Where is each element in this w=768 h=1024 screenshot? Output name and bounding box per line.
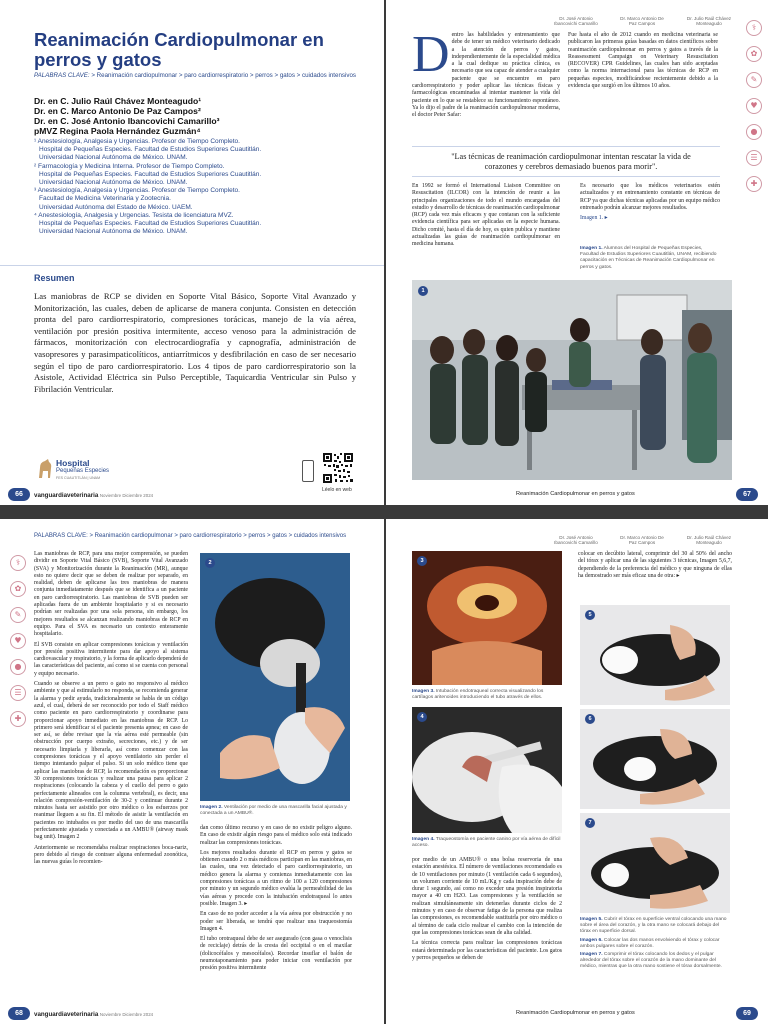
quote-divider-top <box>412 146 720 147</box>
compression-photo-5 <box>580 605 730 705</box>
tracheostomy-image <box>412 707 562 833</box>
image-badge: 5 <box>585 610 595 620</box>
page-69 <box>386 519 768 1024</box>
page-number: 67 <box>736 488 758 501</box>
heart-icon: ♥ <box>746 98 762 114</box>
clipboard-icon: ☰ <box>746 150 762 166</box>
pull-quote: "Las técnicas de reanimación cardiopulmonar intentan rescatar la vida de corazones y cerebros demasiado buenos para morir". <box>451 152 691 171</box>
image-badge: 3 <box>417 556 427 566</box>
captions-567 <box>580 917 730 971</box>
guidelines-paragraph: Fue hasta el año de 2012 cuando en medicina veterinaria se publicaron las primeras guías basadas en datos científicos sobre reanimación cardiopulmonar en perros y gatos a través de la Reassessment Campaign on Veterinary Resuscitation (RECOVER) CPR Guidelines, las cuales han sido aceptadas como la norma internacional para las técnicas de RCP en pequeñas especies, modificándose recientemente debido a la evidencia que surgió en los últimos 10 años. <box>568 32 718 90</box>
stethoscope-icon: ⚕ <box>10 555 26 571</box>
sidebar-icons <box>6 555 30 737</box>
quote-divider-bottom <box>412 176 720 177</box>
syringe-icon: ✎ <box>10 607 26 623</box>
authors <box>34 96 364 136</box>
caption-text: Colocar las dos manos envolviendo el tórax y colocar ambos pulgares sobre el corazón. <box>580 937 720 949</box>
sidebar-icons <box>742 20 766 202</box>
intro-paragraph: entro las habilidades y entrenamiento que debe de tener un médico veterinario dedicado a la atención de perros y gatos, independientemente de la especialidad médica a la cual dedique su práctica clínica, es necesario que sea capaz de atender a cualquier paciente que se encuentre en paro cardiorrespiratorio y poder aplicar las técnicas físicas y farmacológicas encaminadas al intentar mantener la vida del paciente en lo que se restablece su funcionamiento espontáneo. Ya lo dijo el padre de la reanimación cardiopulmonar moderna, el doctor Peter Safar: <box>412 32 560 119</box>
header-author: Dr. Marco Antonio De Paz Campos <box>620 535 664 546</box>
image-1-link[interactable]: Imagen 1. ▸ <box>580 215 608 222</box>
author-4: pMVZ Regina Paola Hernández Guzmán⁴ <box>34 126 201 136</box>
paw-icon: ✿ <box>10 581 26 597</box>
caption-label: Imagen 7. <box>580 952 603 958</box>
paragraph: Cuando se observe a un perro o gato no responsivo al médico ambiente y que al estimularlo no responda, se recomienda generar la alarma y pedir ayuda, tradicionalmente se habla de un código azul, el cual, deberá de ser reconocido por todo el Staff médico como paciente en paro cardiorrespiratorio y coordinarse para proporcionar apoyo inmediato en las maniobras de RCP. Lo primero será identificar si el paciente presenta apnea; en caso de ser así, se debe revisar que la vía aérea esté permeable (sin obstrucción por cuerpo extraño, secreciones, etc.) y de ser necesario limpiarla y liberarla, así como comenzar con las compresiones torácicas y el apoyo ventilatorio sin perder el tiempo intentando palpar el pulso. Si un solo médico tiene que aplicar las maniobras de RCP, la recomendación es proporcionar 30 compresiones torácicas y realizar una pausa para aplicar 2 respiraciones (colocando la cabeza y el cuello del perro o gato perfectamente alineados con la columna vertebral), es decir, una relación compresión-ventilación de 30-2 y continuar durante 2 minutos hasta ser asistido por otro médico o los esfuerzos por reanimar lleguen a su fin. El método de asistir la ventilación en pacientes no intubados es por medio del uso de una mascarilla perfectamente ajustada y conectada a un AMBU® (airway mask bag unit). Imagen 2 <box>34 681 188 841</box>
author-3: Dr. en C. José Antonio Ibancovichi Camarillo³ <box>34 116 220 126</box>
affiliation-line: ⁴ Anestesiología, Analgesia y Urgencias. Tesista de licenciatura MVZ. <box>34 211 234 219</box>
caption-label: Imagen 6. <box>580 937 603 943</box>
paw-icon: ✿ <box>746 46 762 62</box>
hospital-logo <box>36 456 116 484</box>
caption-text: Cubrir el tórax en superficie ventral colocando una mano sobre el área del corazón, y la otra mano se colocará debajo del tórax en superficie dorsal. <box>580 917 727 935</box>
hospital-sub: Pequeñas Especies <box>56 468 110 474</box>
page-number: 69 <box>736 1007 758 1020</box>
author-2: Dr. en C. Marco Antonio De Paz Campos² <box>34 106 201 116</box>
image-badge: 7 <box>585 818 595 828</box>
page-67 <box>386 0 768 505</box>
dog-silhouette-icon <box>36 458 54 480</box>
stethoscope-icon: ⚕ <box>746 20 762 36</box>
compression-photo-6 <box>580 709 730 809</box>
qr-label: Léelo en web <box>322 487 352 493</box>
intubation-photo <box>412 551 562 685</box>
caption-label: Imagen 3. <box>412 689 435 694</box>
caption-label: Imagen 2. <box>200 805 223 810</box>
affiliation-line: Universidad Nacional Autónoma de México. UNAM. <box>39 154 188 162</box>
tracheostomy-photo <box>412 707 562 833</box>
compression-image-7 <box>580 813 730 913</box>
affiliation-line: ¹ Anestesiología, Analgesia y Urgencias. Profesor de Tiempo Completo. <box>34 138 240 145</box>
paragraph: En caso de no poder acceder a la vía aérea por obstrucción y no poder ser liberada, se tendrá que realizar una traqueostomía Imagen 4. <box>200 911 352 932</box>
paragraph: dan como último recurso y en caso de no existir peligro alguno. En caso de existir algún riesgo para el médico solo está indicado realizar las compresiones torácicas. <box>200 825 352 846</box>
paragraph: El SVB consiste en aplicar compresiones torácicas y ventilación por presión positiva intermitente para dar apoyo al sistema cardiovascular y respiratorio, y la forma de aplicarlo dependerá de las características del paciente, así como si se cuenta con personal y equipo necesario. <box>34 641 188 677</box>
col2-text <box>200 825 352 976</box>
compression-photo-7 <box>580 813 730 913</box>
caption-2 <box>200 805 350 817</box>
keywords-label: PALABRAS CLAVE: <box>34 72 90 79</box>
page-number: 66 <box>8 488 30 501</box>
intubation-image <box>412 551 562 685</box>
caption-label: Imagen 1. <box>580 246 603 251</box>
medical-kit-icon: ✚ <box>10 711 26 727</box>
affiliation-line: Universidad Nacional Autónoma de México. UNAM. <box>39 179 188 187</box>
divider <box>0 265 384 266</box>
col1-text <box>34 551 188 869</box>
hospital-sub2: FES CUAUTITLÁN | UNAM <box>56 476 101 480</box>
caption-label: Imagen 4. <box>412 837 435 842</box>
image-badge: 4 <box>417 712 427 722</box>
caption-3 <box>412 689 562 701</box>
author-1: Dr. en C. Julio Raúl Chávez Monteagudo¹ <box>34 96 202 106</box>
qr-code[interactable] <box>322 452 354 484</box>
keywords <box>34 72 356 79</box>
header-author: Dr. Julio Raúl Chávez Monteagudo <box>686 535 732 546</box>
training-photo <box>412 280 732 480</box>
caption-4 <box>412 837 562 849</box>
affiliations <box>34 138 364 236</box>
caption-text: Ventilación por medio de una mascarilla facial ajustada y conectada a un AMBU®. <box>200 805 347 817</box>
training-scene-image <box>412 280 732 480</box>
affiliation-line: Hospital de Pequeñas Especies. Facultad de Estudios Superiores Cuautitlán. <box>39 170 262 178</box>
training-paragraph: Es necesario que los médicos veterinarios estén actualizados y en entrenamiento constante en técnicas de RCP ya que dichas técnicas aplicadas por un equipo médico entrenado podrán alcanzar mejores resultados. <box>580 183 720 211</box>
affiliation-line: Universidad Autónoma del Estado de México. UAEM. <box>39 203 193 211</box>
footer-title: Reanimación Cardiopulmonar en perros y gatos <box>516 1010 635 1016</box>
caption-text: Alumnos del Hospital de Pequeñas Especies, Facultad de Estudios Superiores Cuautitlán, UNAM, recibiendo capacitación en Técnicas de Reanimación Cardiopulmonar en perros y gatos. <box>580 246 717 270</box>
paragraph: colocar en decúbito lateral, comprimir del 30 al 50% del ancho del tórax y aplicar una de las siguientes 3 técnicas, Imagen 5,6,7, dependiendo de la preferencia del médico y que ninguna de ellas ha demostrado ser más eficaz una de otra: ▸ <box>578 551 732 579</box>
drop-cap: D <box>412 26 450 83</box>
header-author: Dr. José Antonio Ibancovichi Camarillo <box>554 16 598 27</box>
keywords-list: > Reanimación cardiopulmonar > paro cardiorrespiratorio > perros > gatos > cuidados intensivos <box>91 72 357 79</box>
page-68 <box>0 519 384 1024</box>
affiliation-line: Universidad Nacional Autónoma de México. UNAM. <box>39 228 188 236</box>
phone-icon <box>302 460 314 482</box>
affiliation-line: Facultad de Medicina Veterinaria y Zootecnia. <box>39 195 171 203</box>
article-title: Reanimación Cardiopulmonar en perros y gatos <box>34 29 324 70</box>
caption-text: Traqueostomía en paciente canino por vía aérea de difícil acceso. <box>412 837 561 849</box>
qr-code-icon <box>322 452 354 484</box>
paragraph: por medio de un AMBU® o una bolsa reservoria de una estación anestésica. El número de ventilaciones recomendado es de 10 ventilaciones por minuto (1 ventilación cada 6 segundos), un volumen corriente de 10 mL/Kg y cada inspiración debe de durar 1 segundo, así como no exceder una presión inspiratoria mayor a 40 cm H2O. Las compresiones y la ventilación se realizan simultáneamente sin detenerlas durante ciclos de 2 minutos y en caso de observar fatiga de la persona que realiza las compresiones, es recomendable sustituirla por otro médico o al término de cada ciclo realizar el cambio con la intención de que las compresiones torácicas sean de alta calidad. <box>412 857 562 936</box>
compression-image-5 <box>580 605 730 705</box>
ilcor-paragraph: En 1992 se formó el International Liaison Committee on Resuscitation (ILCOR) con la intención de reunir a las principales organizaciones de todo el mundo encargadas del estudio y desarrollo de técnicas de reanimación cardiopulmonar (RCP) cada vez más eficaces y que contaran con la suficiente evidencia científica para ser aplicadas en la especie humana. Dicho comité, hasta el día de hoy, es quien publica y mantiene actualizadas las guías de reanimación cardiopulmonar en medicina humana. <box>412 183 560 248</box>
magazine-name: vanguardiaveterinaria <box>34 1011 99 1018</box>
compression-image-6 <box>580 709 730 809</box>
paragraph: Los mejores resultados durante el RCP en perros y gatos se obtienen cuando 2 o más médicos participan en las maniobras, en las cuales, una vez detectado el paro cardiorrespiratorio, un médico genera la alarma y comienza inmediatamente con las compresiones torácicas a un ritmo de 100 a 120 compresiones por minuto y un segundo médico evalúa la permeabilidad de las vías aéreas y procede con la intubación endotraqueal lo antes posible. Imagen 3. ▸ <box>200 849 352 907</box>
image-badge: 2 <box>205 558 215 568</box>
header-author: Dr. Julio Raúl Chávez Monteagudo <box>686 16 732 27</box>
magazine-name: vanguardiaveterinaria <box>34 492 99 499</box>
issue-label: Noviembre Diciembre 2024 <box>99 493 154 498</box>
clipboard-icon: ☰ <box>10 685 26 701</box>
resumen-text: Las maniobras de RCP se dividen en Soporte Vital Básico, Soporte Vital Avanzado y Monitorización, las cuales, deben de aplicarse de manera conjunta. Consisten en detección pronta del paro cardiorrespiratorio, compresiones torácicas, manejo de la vía aérea, ventilación por presión positiva intermitente, acceso venoso para la administración de fármacos, monitorización con electrocardiografía y capnografía, administración de vasopresores y parasimpaticolíticos, antiarrítmicos y desfibrilación en caso de ser necesario según el tipo de paro cardiorrespiratorio. Los 4 tipos de paro cardiorrespiratorio son la Asistole, Actividad Eléctrica sin Pulso Perceptible, Taquicardia Ventricular sin Pulso y Fibrilación Ventricular. <box>34 291 356 394</box>
col2-intro <box>568 32 718 93</box>
affiliation-line: ² Farmacología y Medicina Interna. Profesor de Tiempo Completo. <box>34 162 225 170</box>
issue-label: Noviembre Diciembre 2024 <box>99 1012 154 1017</box>
caption-text: Comprimir el tórax colocando los dedos y el pulgar alrededor del tórax sobre el corazón de la mano dominante del médico, mientras que la otra mano sostiene el tórax dorsalmente. <box>580 952 722 970</box>
header-author: Dr. José Antonio Ibancovichi Camarillo <box>554 535 598 546</box>
footer-magazine <box>34 492 153 499</box>
col2-training <box>580 183 720 222</box>
affiliation-line: Hospital de Pequeñas Especies. Facultad de Estudios Superiores Cuautitlán. <box>39 146 262 154</box>
paragraph: La técnica correcta para realizar las compresiones torácicas estará determinada por las características del paciente. Los gatos y perros pequeños se deben de <box>412 940 562 961</box>
caption-1 <box>580 246 722 271</box>
paragraph: Las maniobras de RCP, para una mejor comprensión, se pueden dividir en Soporte Vital Básico (SVB), Soporte Vital Avanzado (SVA) y Monitorización durante la Reanimación (MR), aunque esto no quiere decir que se deben de realizar por separado, en realidad, deben de aplicarse las tres maniobras de manera conjunta inmediatamente después que se identifica a un paciente en paro cardiorrespiratorio. Las maniobras de SVB pueden ser aplicadas fuera de un ambiente hospitalario y si es necesario podrían ser realizadas por una sola persona, sin embargo, los mejores resultados se alcanzan realizando maniobras de RCP en equipo. Para el SVA es necesario un contexto enteramente hospitalario. <box>34 551 188 638</box>
syringe-icon: ✎ <box>746 72 762 88</box>
footer-magazine <box>34 1011 153 1018</box>
page-number: 68 <box>8 1007 30 1020</box>
hospital-name: Hospital <box>56 458 90 468</box>
resumen-heading: Resumen <box>34 273 75 283</box>
col-right-text <box>578 551 732 583</box>
paragraph: Anteriormente se recomendaba realizar respiraciones boca-nariz, pero debido al riesgo de contraer alguna enfermedad zoonótica, las nuevas guías lo recomien- <box>34 844 188 866</box>
ambu-mask-image <box>200 553 350 801</box>
top-keywords: PALABRAS CLAVE: > Reanimación cardiopulmonar > paro cardiorrespiratorio > perros > gatos > cuidados intensivos <box>34 533 347 539</box>
image-badge: 1 <box>418 286 428 296</box>
pill-icon: ● <box>746 124 762 140</box>
affiliation-line: ³ Anestesiología, Analgesia y Urgencias. Profesor de Tiempo Completo. <box>34 187 240 195</box>
ambu-photo <box>200 553 350 801</box>
medical-kit-icon: ✚ <box>746 176 762 192</box>
header-author: Dr. Marco Antonio De Paz Campos <box>620 16 664 27</box>
footer-title: Reanimación Cardiopulmonar en perros y gatos <box>516 491 635 497</box>
caption-label: Imagen 5. <box>580 917 603 922</box>
col1-intro <box>412 26 560 120</box>
image-badge: 6 <box>585 714 595 724</box>
caption-text: Intubación endotraqueal correcta visualizando los cartílagos aritenoides introduciendo el tubo através de ellos. <box>412 689 544 701</box>
affiliation-line: Hospital de Pequeñas Especies. Facultad de Estudios Superiores Cuautitlán. <box>39 220 262 228</box>
heart-icon: ♥ <box>10 633 26 649</box>
page-66 <box>0 0 384 505</box>
paragraph: El tubo orotraqueal debe de ser asegurado (con gasa o venoclisis de reciclaje) detrás de la cresta del occipital o en el maxilar (dolicocéfalos y mesocéfalos). Recordar insuflar el balón de neumotaponamiento para poder iniciar con ventilación por presión positiva intermitente <box>200 936 352 972</box>
col-mid-text <box>412 857 562 965</box>
pill-icon: ● <box>10 659 26 675</box>
